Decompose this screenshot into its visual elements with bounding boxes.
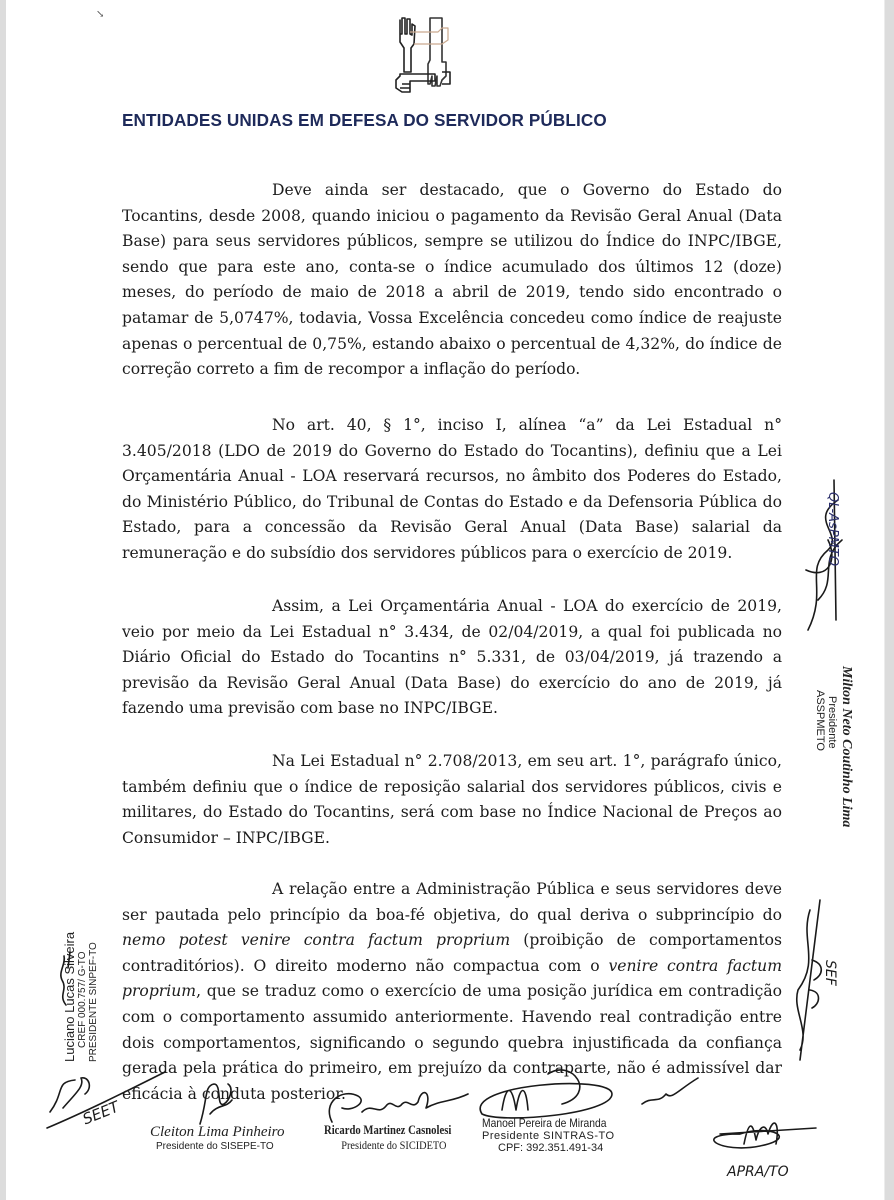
assmeto-name: Milton Neto Coutinho Lima xyxy=(839,666,854,828)
sicideto-role: Presidente do SICIDETO xyxy=(341,1138,447,1152)
sinpef-name: Luciano Lucas Silveira xyxy=(62,931,77,1062)
sintras-name: Manoel Pereira de Miranda xyxy=(482,1116,607,1130)
signature-sintras xyxy=(482,1116,627,1154)
signature-assmeto-scrawl xyxy=(798,470,848,650)
paragraph-4 xyxy=(122,749,782,851)
assmeto-handwritten-note: QL-AsPMTO xyxy=(825,492,840,567)
latin-phrase-1: nemo potest venire contra factum proprium xyxy=(122,931,511,950)
sintras-role: Presidente SINTRAS-TO xyxy=(482,1130,615,1142)
signature-sisepe xyxy=(150,1124,284,1152)
document-title: ENTIDADES UNIDAS EM DEFESA DO SERVIDOR PÚBLICO xyxy=(122,110,607,130)
united-hands-logo xyxy=(380,14,470,102)
seet-handwriting: SEET xyxy=(79,1097,122,1129)
sisepe-name: Cleiton Lima Pinheiro xyxy=(150,1124,285,1140)
assmeto-role: Presidente xyxy=(826,696,838,749)
sintras-cpf: CPF: 392.351.491-34 xyxy=(498,1142,604,1154)
paragraph-5-part-1: A relação entre a Administração Pública e seus servidores deve ser pautada pelo princípio da boa-fé objetiva, do qual deriva o subprincípio do xyxy=(122,880,782,924)
signature-assmeto xyxy=(814,666,854,827)
paragraph-2-text: No art. 40, § 1°, inciso I, alínea “a” da Lei Estadual n° 3.405/2018 (LDO de 2019 do Governo do Estado do Tocantins), definiu que a Lei Orçamentária Anual - LOA reservará recursos, no âmbito dos Poderes do Estado, do Ministério Público, do Tribunal de Contas do Estado e da Defensoria Pública do Estado, para a concessão da Revisão Geral Anual (Data Base) salarial da remuneração e do subsídio dos servidores públicos para o exercício de 2019. xyxy=(122,416,782,562)
page-edge-right xyxy=(884,0,894,1200)
corner-mark: ↘ xyxy=(96,9,105,20)
aprra-handwriting: APRA/TO xyxy=(727,1164,789,1180)
paragraph-1 xyxy=(122,178,782,383)
latin-phrase-2: venire contra factum proprium xyxy=(122,956,783,1001)
sinpef-role: PRESIDENTE SINPEF-TO xyxy=(88,942,99,1062)
paragraph-2 xyxy=(122,413,782,567)
sicideto-name: Ricardo Martinez Casnolesi xyxy=(324,1122,452,1137)
signature-sisepe-scrawl xyxy=(190,1078,240,1128)
paragraph-3-text: Assim, a Lei Orçamentária Anual - LOA do exercício de 2019, veio por meio da Lei Estadual n° 3.434, de 02/04/2019, a qual foi publicada no Diário Oficial do Estado do Tocantins n° 5.331, de 03/04/2019, já trazendo a previsão da Revisão Geral Anual (Data Base) do exercício do ano de 2019, já fazendo uma previsão com base no INPC/IBGE. xyxy=(122,597,782,718)
paragraph-4-text: Na Lei Estadual n° 2.708/2013, em seu art. 1°, parágrafo único, também definiu que o índice de reposição salarial dos servidores públicos, civis e militares, do Estado do Tocantins, será com base no Índice Nacional de Preços ao Consumidor – INPC/IBGE. xyxy=(122,752,782,847)
right-margin-handwriting: SEF xyxy=(822,960,838,986)
assmeto-entity: ASSPMETO xyxy=(814,690,826,751)
sisepe-role: Presidente do SISEPE-TO xyxy=(156,1141,274,1152)
signature-sicideto xyxy=(324,1122,479,1153)
paragraph-5-part-2: (proibição de comportamentos contraditórios). O direito moderno não compactua com o xyxy=(122,931,782,975)
signature-sinpef-scrawl xyxy=(52,950,72,1010)
signature-aprra-scrawl xyxy=(700,1104,820,1164)
page-edge-left xyxy=(0,0,6,1200)
sinpef-cref: CREF 000.757/ G-TO xyxy=(77,951,88,1048)
paragraph-3 xyxy=(122,594,782,722)
paragraph-1-text: Deve ainda ser destacado, que o Governo do Estado do Tocantins, desde 2008, quando iniciou o pagamento da Revisão Geral Anual (Data Base) para seus servidores públicos, sempre se utilizou do Índice do INPC/IBGE, sendo que para este ano, conta-se o índice acumulado dos últimos 12 (doze) meses, do período de maio de 2018 a abril de 2019, tendo sido encontrado o patamar de 5,0747%, todavia, Vossa Excelência concedeu como índice de reajuste apenas o percentual de 0,75%, estando abaixo o percentual de 4,32%, do índice de correção correto a fim de recompor a inflação do período. xyxy=(122,181,782,379)
paragraph-5-part-3: , que se traduz como o exercício de uma posição jurídica em contradição com o comportamento assumido anteriormente. Havendo real contradição entre dois comportamentos, significando o segundo quebra injustificada da confiança gerada pela prática do primeiro, em prejuízo da contraparte, não é admissível dar eficácia à conduta posterior. xyxy=(122,982,782,1103)
